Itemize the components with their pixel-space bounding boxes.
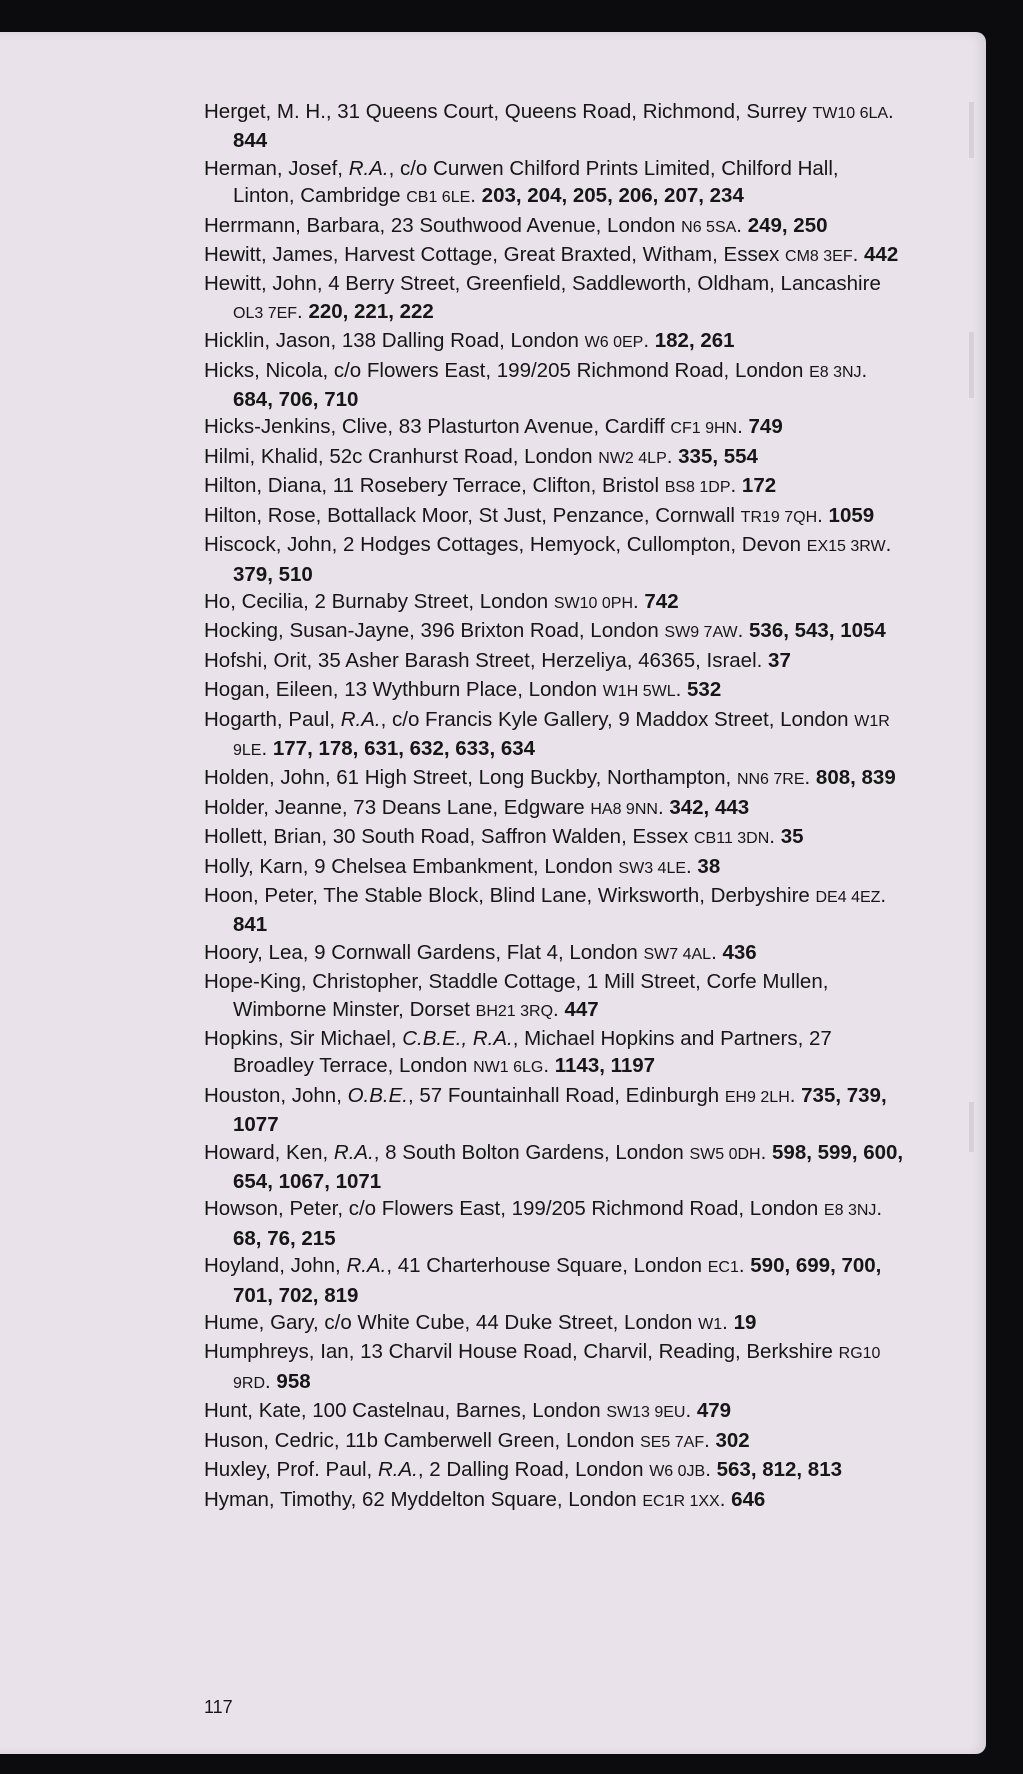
entry-address: , 13 Wythburn Place, London <box>332 678 603 702</box>
entry-separator: . <box>817 503 829 527</box>
entry-separator: . <box>861 358 868 382</box>
entry-postcode: SW9 7AW <box>664 624 738 642</box>
entry-catalogue-numbers: 342, 443 <box>669 795 750 819</box>
entry-separator: . <box>686 854 698 878</box>
index-entry <box>204 1397 904 1426</box>
index-entry <box>204 1486 904 1515</box>
entry-separator: . <box>888 100 894 123</box>
index-entry <box>204 155 904 212</box>
entry-separator: . <box>265 1369 277 1393</box>
index-entry <box>204 98 904 155</box>
entry-postcode: W6 0EP <box>584 334 644 352</box>
index-entry <box>204 502 904 531</box>
entry-postcode: EX15 3RW <box>806 538 886 556</box>
entry-name: Hunt, Kate <box>204 1399 301 1423</box>
entry-name: Ho, Cecilia <box>204 589 304 613</box>
entry-catalogue-numbers: 172 <box>741 474 777 498</box>
entry-postcode: BS8 1DP <box>664 479 731 497</box>
entry-postcode: OL3 7EF <box>233 304 298 322</box>
entry-name: Howson, Peter <box>204 1197 338 1221</box>
entry-catalogue-numbers: 447 <box>564 997 599 1021</box>
entry-postcode: E8 3NJ <box>823 1202 877 1220</box>
entry-postcode: EH9 2LH <box>724 1088 790 1106</box>
entry-name: Hope-King, Christopher <box>204 970 418 994</box>
entry-separator: . <box>553 997 565 1021</box>
entry-name: Hocking, Susan-Jayne <box>204 619 410 643</box>
entry-name: Hoyland, John, <box>204 1254 347 1278</box>
index-entry <box>204 1427 904 1456</box>
entry-catalogue-numbers: 68, 76, 215 <box>233 1226 336 1250</box>
entry-name: Hogarth, Paul, <box>204 707 341 731</box>
entry-postcode: HA8 9NN <box>590 800 658 818</box>
entry-catalogue-numbers: 182, 261 <box>654 329 735 353</box>
index-entry <box>204 1195 904 1252</box>
entry-postcode: RG10 9RD <box>233 1345 881 1392</box>
entry-catalogue-numbers: 532 <box>687 678 722 702</box>
entry-name: Herman, Josef, <box>204 156 349 180</box>
entry-honours: R.A. <box>348 156 389 180</box>
entry-catalogue-numbers: 436 <box>722 940 757 964</box>
entry-catalogue-numbers: 442 <box>864 243 899 267</box>
entry-separator: . <box>876 1197 883 1221</box>
entry-catalogue-numbers: 684, 706, 710 <box>233 388 359 412</box>
index-entry <box>204 968 904 1025</box>
entry-separator: . <box>769 825 781 849</box>
entry-address: , 13 Charvil House Road, Charvil, Reading, Berkshire <box>348 1340 839 1364</box>
entry-postcode: CB1 6LE <box>406 189 471 207</box>
entry-address: , c/o Flowers East, 199/205 Richmond Road, London <box>337 1197 824 1221</box>
entry-name: Hopkins, Sir Michael, <box>204 1027 403 1050</box>
entry-catalogue-numbers: 479 <box>696 1399 732 1423</box>
index-entry <box>204 270 904 327</box>
entry-postcode: E8 3NJ <box>809 363 862 381</box>
show-through-mark <box>969 332 974 398</box>
entry-name: Hofshi, Orit <box>204 648 307 672</box>
entry-address: , 2 Dalling Road, London <box>417 1458 650 1482</box>
entry-name: Humphreys, Ian <box>204 1340 349 1364</box>
index-entry <box>204 1082 904 1139</box>
entry-separator: . <box>804 766 816 790</box>
entry-postcode: NN6 7RE <box>736 771 805 789</box>
entry-address: , 41 Charterhouse Square, London <box>386 1254 708 1278</box>
entry-catalogue-numbers: 598, 599, 600, 654, 1067, 1071 <box>233 1140 904 1194</box>
entry-catalogue-numbers: 37 <box>768 648 791 672</box>
entry-name: Hoon, Peter <box>204 883 313 907</box>
entry-address: , 396 Brixton Road, London <box>409 619 665 643</box>
entry-address: , 23 Southwood Avenue, London <box>379 213 682 237</box>
entry-postcode: W1 <box>698 1316 723 1334</box>
entry-address: , 57 Fountainhall Road, Edinburgh <box>407 1083 725 1107</box>
entry-name: Hilton, Diana <box>204 474 322 498</box>
page-number: 117 <box>204 1697 233 1717</box>
entry-address: , 11 Rosebery Terrace, Clifton, Bristol <box>321 474 665 498</box>
index-entry <box>204 472 904 501</box>
entry-separator: . <box>704 1428 716 1452</box>
entry-postcode: SW13 9EU <box>606 1404 686 1422</box>
entry-separator: . <box>880 883 887 907</box>
entry-address: , 30 South Road, Saffron Walden, Essex <box>321 825 694 849</box>
entry-address: , 35 Asher Barash Street, Herzeliya, 46365, Israel <box>306 648 757 672</box>
entry-separator: . <box>711 940 723 964</box>
book-page <box>0 32 986 1754</box>
entry-catalogue-numbers: 749 <box>748 415 783 439</box>
entry-address: , 62 Myddelton Square, London <box>350 1487 643 1511</box>
index-entry <box>204 1139 904 1196</box>
entry-catalogue-numbers: 1143, 1197 <box>554 1054 656 1078</box>
entry-separator: . <box>657 795 670 819</box>
index-entry <box>204 764 904 793</box>
entry-name: Hollett, Brian <box>204 825 322 849</box>
entry-postcode: NW2 4LP <box>598 449 667 467</box>
entry-catalogue-numbers: 536, 543, 1054 <box>749 619 886 643</box>
index-entry <box>204 327 904 356</box>
entry-name: Howard, Ken, <box>204 1140 334 1164</box>
entry-separator: . <box>643 329 655 353</box>
entry-name: Hilton, Rose <box>204 503 316 527</box>
index-entry <box>204 1025 904 1082</box>
entry-address: , c/o White Cube, 44 Duke Street, London <box>312 1311 699 1335</box>
entry-catalogue-numbers: 249, 250 <box>747 213 828 237</box>
entry-postcode: W1R 9LE <box>233 712 890 759</box>
entry-catalogue-numbers: 379, 510 <box>233 562 313 586</box>
entry-postcode: TW10 6LA <box>812 105 889 122</box>
entry-separator: . <box>737 415 749 439</box>
entry-catalogue-numbers: 302 <box>715 1428 750 1452</box>
index-entry <box>204 853 904 882</box>
entry-catalogue-numbers: 220, 221, 222 <box>308 299 434 323</box>
entry-separator: . <box>675 678 688 702</box>
entry-postcode: DE4 4EZ <box>815 888 881 906</box>
index-entry <box>204 676 904 705</box>
entry-catalogue-numbers: 19 <box>733 1311 757 1335</box>
entry-honours: R.A. <box>333 1140 374 1164</box>
entry-catalogue-numbers: 563, 812, 813 <box>716 1458 843 1482</box>
show-through-mark <box>969 1102 974 1152</box>
entry-catalogue-numbers: 646 <box>731 1487 766 1511</box>
entry-separator: . <box>760 1140 773 1164</box>
entry-catalogue-numbers: 38 <box>697 854 721 878</box>
entry-postcode: CM8 3EF <box>785 248 853 266</box>
entry-name: Houston, John, <box>204 1083 348 1107</box>
entry-postcode: TR19 7QH <box>740 508 818 526</box>
index-entry <box>204 531 904 588</box>
entry-separator: . <box>756 648 769 672</box>
entry-address: , 11b Camberwell Green, London <box>333 1428 641 1452</box>
index-entry <box>204 939 904 968</box>
entry-address: , Michael Hopkins and Partners, 27 Broadley Terrace, London <box>233 1027 832 1078</box>
entry-address: , 4 Berry Street, Greenfield, Saddleworth, Oldham, Lancashire <box>316 272 881 296</box>
entry-name: Holly, Karn <box>204 854 303 878</box>
entry-address: , 61 High Street, Long Buckby, Northampton, <box>324 766 737 790</box>
entry-catalogue-numbers: 335, 554 <box>678 444 758 468</box>
entry-separator: . <box>737 619 750 643</box>
index-entry <box>204 794 904 823</box>
entry-postcode: SE5 7AF <box>640 1433 705 1451</box>
entry-catalogue-numbers: 841 <box>233 913 268 937</box>
entry-catalogue-numbers: 808, 839 <box>815 766 896 790</box>
entry-catalogue-numbers: 177, 178, 631, 632, 633, 634 <box>272 736 536 760</box>
entry-name: Hewitt, James <box>204 243 333 267</box>
entry-postcode: SW10 0PH <box>553 594 633 612</box>
index-entry <box>204 1456 904 1485</box>
entry-postcode: CF1 9HN <box>670 420 738 438</box>
entry-postcode: W6 0JB <box>649 1463 706 1481</box>
entry-postcode: NW1 6LG <box>473 1059 544 1077</box>
index-entry <box>204 588 904 617</box>
entry-name: Herrmann, Barbara <box>204 213 380 237</box>
show-through-mark <box>969 102 974 158</box>
index-entry <box>204 357 904 414</box>
entry-catalogue-numbers: 742 <box>644 589 679 613</box>
entry-honours: O.B.E. <box>347 1083 408 1107</box>
entry-name: Hicklin, Jason <box>204 329 331 353</box>
entry-separator: . <box>730 474 742 498</box>
entry-address: , 100 Castelnau, Barnes, London <box>300 1399 607 1423</box>
entry-separator: . <box>719 1487 732 1511</box>
entry-separator: . <box>722 1311 734 1335</box>
entry-separator: . <box>297 299 309 323</box>
entry-postcode: W1H 5WL <box>602 683 676 701</box>
index-entry <box>204 443 904 472</box>
entry-postcode: EC1 <box>707 1259 739 1277</box>
entry-postcode: SW3 4LE <box>618 859 687 877</box>
entry-catalogue-numbers: 958 <box>276 1369 311 1393</box>
entry-address: , 9 Chelsea Embankment, London <box>302 854 619 878</box>
entry-address: , 52c Cranhurst Road, London <box>317 444 599 468</box>
entry-separator: . <box>789 1083 802 1107</box>
entry-honours: C.B.E., R.A. <box>402 1027 513 1050</box>
index-entry <box>204 823 904 852</box>
entry-postcode: EC1R 1XX <box>642 1492 720 1510</box>
entry-honours: R.A. <box>340 707 381 731</box>
entry-address: , 73 Deans Lane, Edgware <box>341 795 591 819</box>
entry-address: , 9 Cornwall Gardens, Flat 4, London <box>302 940 644 964</box>
entry-name: Hewitt, John <box>204 272 317 296</box>
entry-name: Hilmi, Khalid <box>204 444 318 468</box>
index-entry <box>204 647 904 676</box>
entry-name: Holden, John <box>204 766 325 790</box>
index-entry <box>204 241 904 270</box>
entry-separator: . <box>738 1254 751 1278</box>
entry-name: Hoory, Lea <box>204 940 303 964</box>
entry-name: Herget, M. H. <box>204 100 326 123</box>
index-entry <box>204 1338 904 1397</box>
entry-catalogue-numbers: 735, 739, 1077 <box>233 1083 887 1137</box>
index-entry <box>204 882 904 939</box>
index-entry <box>204 212 904 241</box>
entry-catalogue-numbers: 35 <box>780 825 804 849</box>
entry-separator: . <box>705 1458 717 1482</box>
entry-postcode: SW5 0DH <box>689 1145 761 1163</box>
entry-honours: R.A. <box>346 1254 387 1278</box>
index-entry <box>204 1309 904 1338</box>
entry-name: Hogan, Eileen <box>204 678 333 702</box>
entry-postcode: BH21 3RQ <box>475 1002 554 1020</box>
entry-address: , Bottallack Moor, St Just, Penzance, Cornwall <box>315 503 741 527</box>
entry-address: , The Stable Block, Blind Lane, Wirksworth, Derbyshire <box>312 883 816 907</box>
entry-name: Hicks, Nicola <box>204 358 323 382</box>
entry-address: , 83 Plasturton Avenue, Cardiff <box>387 415 671 439</box>
entry-name: Holder, Jeanne <box>204 795 342 819</box>
entry-name: Hicks-Jenkins, Clive <box>204 415 388 439</box>
entry-name: Hyman, Timothy <box>204 1487 351 1511</box>
entry-separator: . <box>666 444 679 468</box>
entry-catalogue-numbers: 203, 204, 205, 206, 207, 234 <box>481 184 744 208</box>
entry-name: Hume, Gary <box>204 1311 313 1335</box>
entry-address: , 31 Queens Court, Queens Road, Richmond, Surrey <box>325 100 813 123</box>
entry-postcode: N6 5SA <box>681 218 737 236</box>
entry-separator: . <box>543 1054 555 1078</box>
entry-separator: . <box>885 533 892 557</box>
entry-address: , 2 Burnaby Street, London <box>303 589 554 613</box>
index-entry <box>204 1252 904 1309</box>
index-entry <box>204 617 904 646</box>
entry-address: , 8 South Bolton Gardens, London <box>373 1140 690 1164</box>
entry-catalogue-numbers: 590, 699, 700, 701, 702, 819 <box>233 1254 882 1307</box>
entry-name: Huxley, Prof. Paul, <box>204 1458 378 1482</box>
index-entry <box>204 413 904 442</box>
entry-postcode: CB11 3DN <box>694 830 770 848</box>
entry-separator: . <box>685 1399 697 1423</box>
entry-honours: R.A. <box>377 1458 418 1482</box>
entry-separator: . <box>470 184 482 208</box>
entry-address: , Staddle Cottage, 1 Mill Street, Corfe Mullen, Wimborne Minster, Dorset <box>233 970 829 1021</box>
entry-name: Huson, Cedric <box>204 1428 334 1452</box>
index-entry-list <box>204 98 904 1515</box>
entry-catalogue-numbers: 1059 <box>828 503 875 527</box>
entry-name: Hiscock, John <box>204 533 332 557</box>
entry-catalogue-numbers: 844 <box>233 129 268 153</box>
entry-address: , 2 Hodges Cottages, Hemyock, Cullompton, Devon <box>331 533 807 557</box>
entry-address: , 138 Dalling Road, London <box>330 329 585 353</box>
entry-separator: . <box>261 736 273 760</box>
entry-address: , Harvest Cottage, Great Braxted, Witham, Essex <box>332 243 786 267</box>
entry-address: , c/o Francis Kyle Gallery, 9 Maddox Street, London <box>380 707 855 731</box>
entry-postcode: SW7 4AL <box>643 945 712 963</box>
index-entry <box>204 706 904 765</box>
entry-separator: . <box>633 589 645 613</box>
entry-address: , c/o Curwen Chilford Prints Limited, Chilford Hall, Linton, Cambridge <box>233 156 839 208</box>
entry-separator: . <box>736 213 748 237</box>
entry-address: , c/o Flowers East, 199/205 Richmond Road, London <box>322 358 810 382</box>
entry-separator: . <box>852 243 865 267</box>
